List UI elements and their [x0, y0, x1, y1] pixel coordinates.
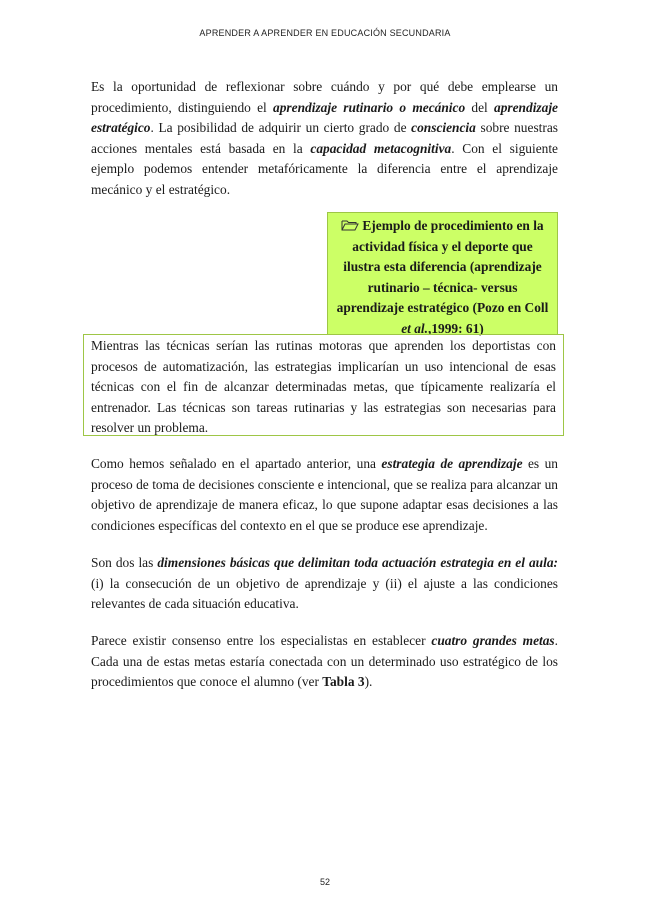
emphasis-cuatro-metas: cuatro grandes metas — [431, 633, 555, 648]
paragraph-dimensiones — [91, 553, 558, 615]
emphasis-metacognitiva: capacidad metacognitiva — [310, 140, 452, 156]
text: Es la oportunidad de reflexionar sobre cuándo y por qué debe emplearse un procedimiento, distinguiendo el — [91, 79, 558, 115]
text: Son dos las — [91, 555, 158, 570]
text: . Con el siguiente ejemplo podemos entender metafóricamente la diferencia entre el aprendizaje mecánico y el estratégico. — [91, 140, 558, 197]
callout-text: Ejemplo de procedimiento en la actividad física y el deporte que ilustra esta diferencia (aprendizaje rutinario – técnica- versus aprendizaje estratégico (Pozo en Coll — [336, 218, 549, 316]
text: ). — [364, 674, 373, 690]
text: es un proceso de toma de decisiones consciente e intencional, que se realiza para alcanzar un objetivo de aprendizaje de manera eficaz, lo que supone adaptar esas decisiones a las condiciones específicas del contexto en el que se produce ese aprendizaje. — [91, 456, 558, 533]
paragraph-estrategia — [91, 454, 558, 536]
callout-et-al: et al. — [401, 320, 428, 336]
example-callout-box — [327, 212, 558, 335]
text: (i) la consecución de un objetivo de aprendizaje y (ii) el ajuste a las condiciones relevantes de cada situación educativa. — [91, 575, 558, 612]
text: . Cada una de estas metas estaría conectada con un determinado uso estratégico de los procedimientos que conoce el alumno (ver — [91, 633, 558, 690]
emphasis-estrategico: aprendizaje estratégico — [91, 99, 558, 136]
folder-icon — [341, 219, 359, 231]
running-header: APRENDER A APRENDER EN EDUCACIÓN SECUNDARIA — [199, 28, 451, 38]
paragraph-metas — [91, 631, 558, 693]
text: Parece existir consenso entre los especialistas en establecer — [91, 633, 432, 648]
emphasis-dimensiones: dimensiones básicas que delimitan toda actuación estrategia en el aula: — [157, 555, 558, 570]
page-number: 52 — [319, 877, 330, 887]
bordered-paragraph: Mientras las técnicas serían las rutinas motoras que aprenden los deportistas con procesos de automatización, las estrategias implicarían un uso intencional de esas técnicas con el fin de alcanzar determinadas metas, que típicamente realizaría el entrenador. Las técnicas son tareas rutinarias y las estrategias son necesarias para resolver un problema. — [83, 334, 564, 436]
text: sobre nuestras acciones mentales está basada en la — [91, 120, 558, 156]
emphasis-estrategia-aprendizaje: estrategia de aprendizaje — [381, 456, 523, 471]
emphasis-rutinario: aprendizaje rutinario o mecánico — [273, 99, 466, 115]
callout-citation: ,1999: 61) — [427, 320, 484, 336]
emphasis-consciencia: consciencia — [411, 120, 476, 136]
text: del — [465, 99, 495, 115]
table-reference: Tabla 3 — [322, 674, 365, 690]
paragraph-intro — [91, 77, 558, 201]
text: Como hemos señalado en el apartado anterior, una — [91, 456, 382, 471]
text: . La posibilidad de adquirir un cierto grado de — [150, 120, 412, 136]
